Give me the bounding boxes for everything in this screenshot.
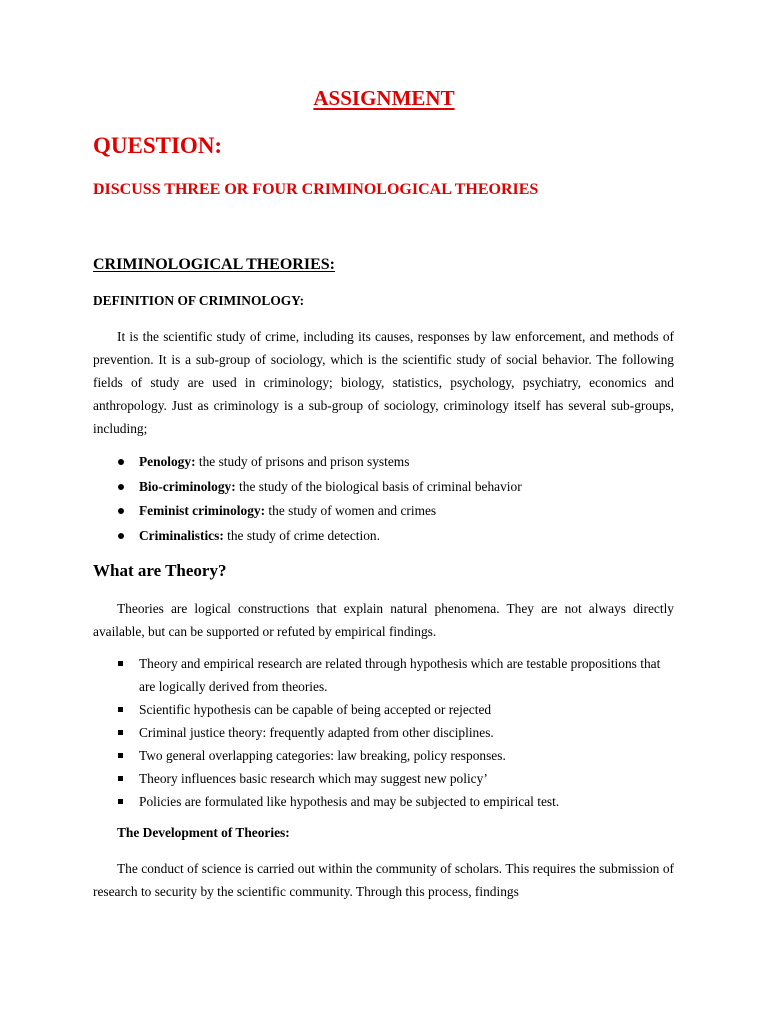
definition-heading: DEFINITION OF CRIMINOLOGY: — [93, 293, 305, 308]
definition-paragraph — [93, 325, 674, 440]
list-item — [93, 767, 674, 790]
bullet-square-icon — [118, 753, 123, 758]
bullet-square-icon — [118, 707, 123, 712]
list-item-term: Penology: — [139, 454, 196, 469]
list-item-text: Theory influences basic research which may suggest new policy’ — [139, 771, 488, 786]
list-item-text: Scientific hypothesis can be capable of being accepted or rejected — [139, 702, 492, 717]
list-item-text: Policies are formulated like hypothesis and may be subjected to empirical test. — [139, 794, 560, 809]
list-item — [93, 450, 674, 475]
bullet-dot-icon — [118, 508, 124, 514]
list-item — [93, 499, 674, 524]
list-item-text: Criminal justice theory: frequently adapted from other disciplines. — [139, 725, 494, 740]
list-item-desc: the study of women and crimes — [265, 503, 437, 518]
list-item-desc: the study of the biological basis of criminal behavior — [235, 478, 522, 494]
list-item-desc: the study of crime detection. — [223, 527, 380, 543]
bullet-dot-icon — [118, 459, 124, 465]
bullet-square-icon — [118, 730, 123, 735]
bullet-dot-icon — [118, 533, 124, 539]
list-item — [93, 652, 674, 698]
development-paragraph-text: The conduct of science is carried out within the community of scholars. This requires the submission of research to security by the scientific community. Through this process, findings — [93, 861, 674, 899]
development-heading: The Development of Theories: — [117, 825, 290, 840]
bullet-square-icon — [118, 799, 123, 804]
list-item-term: Feminist criminology: — [139, 503, 266, 518]
list-item — [93, 698, 674, 721]
theory-paragraph — [93, 597, 674, 643]
list-item-text: Theory and empirical research are related through hypothesis which are testable propositions that are logically derived from theories. — [139, 656, 661, 694]
theory-heading: What are Theory? — [93, 561, 227, 580]
assignment-title: ASSIGNMENT — [313, 86, 455, 110]
list-item — [93, 790, 674, 813]
development-paragraph — [93, 857, 674, 903]
question-text: DISCUSS THREE OR FOUR CRIMINOLOGICAL THEORIES — [93, 181, 539, 198]
theory-points-list — [93, 652, 674, 813]
list-item — [93, 744, 674, 767]
bullet-square-icon — [118, 776, 123, 781]
question-label: QUESTION: — [93, 133, 223, 158]
list-item — [93, 524, 674, 549]
section-heading: CRIMINOLOGICAL THEORIES: — [93, 256, 335, 273]
list-item-term: Criminalistics: — [139, 527, 224, 543]
bullet-square-icon — [118, 661, 123, 666]
definition-paragraph-text: It is the scientific study of crime, including its causes, responses by law enforcement, and methods of prevention. It is a sub-group of sociology, which is the scientific study of social behavior. The following fields of study are used in criminology; biology, statistics, psychology, psychiatry, economics and anthropology. Just as criminology is a sub-group of sociology, criminology itself has several sub-groups, including; — [93, 329, 674, 436]
list-item-term: Bio-criminology: — [139, 478, 236, 494]
list-item-desc: the study of prisons and prison systems — [195, 454, 410, 469]
list-item — [93, 721, 674, 744]
subgroups-list — [93, 450, 674, 548]
list-item — [93, 475, 674, 500]
list-item-text: Two general overlapping categories: law breaking, policy responses. — [139, 748, 506, 763]
bullet-dot-icon — [118, 484, 124, 490]
theory-paragraph-text: Theories are logical constructions that explain natural phenomena. They are not always directly available, but can be supported or refuted by empirical findings. — [93, 601, 674, 639]
